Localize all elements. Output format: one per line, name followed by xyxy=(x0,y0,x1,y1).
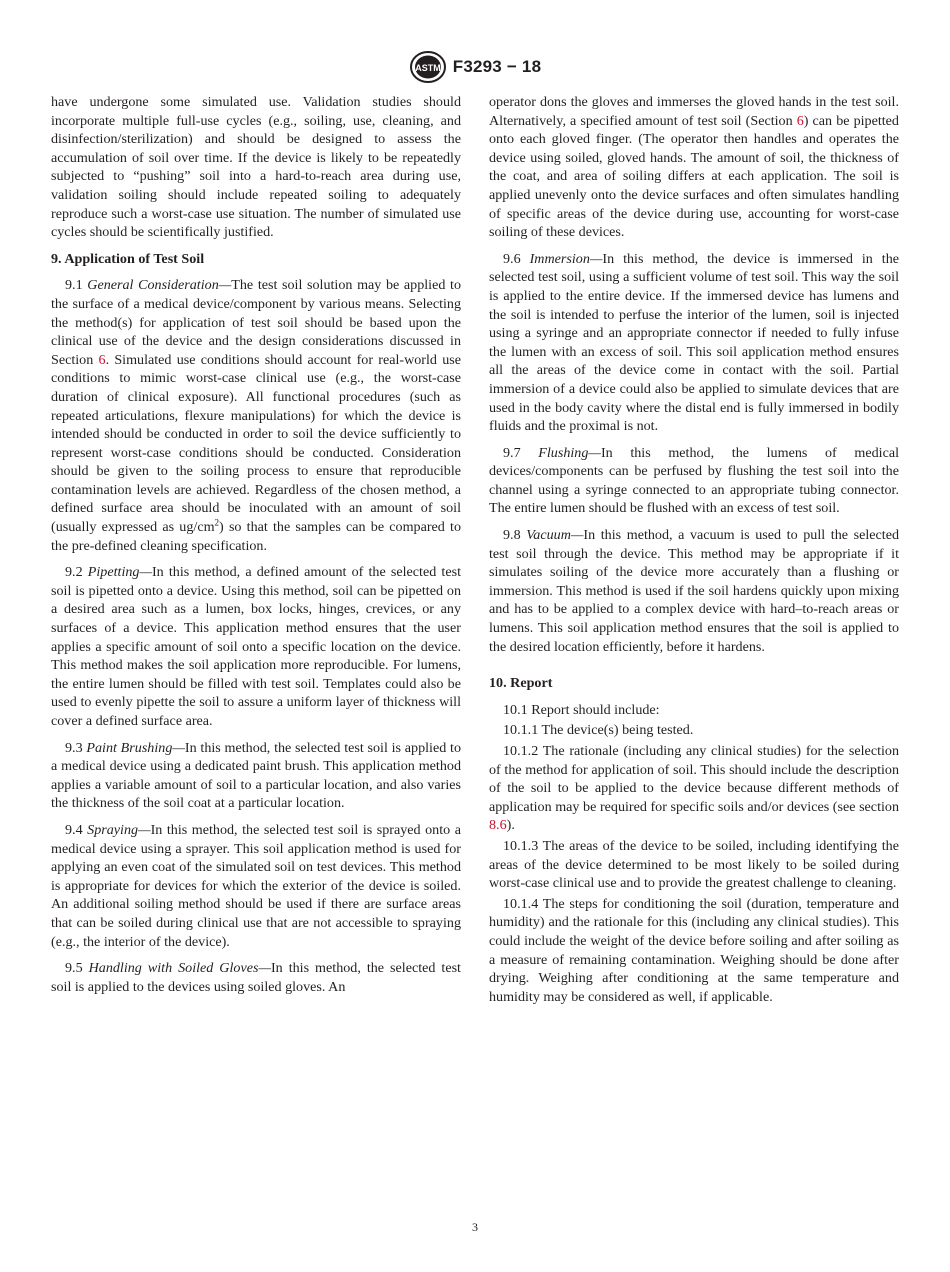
clause-9-1 xyxy=(51,276,461,555)
right-column xyxy=(489,93,899,1008)
clause-title: General Consideration— xyxy=(87,277,232,294)
clause-10-1: 10.1 Report should include: xyxy=(503,701,660,718)
clause-10-1-3: 10.1.3 The areas of the device to be soiled, including identifying the areas of the device determined to be most likely to be soiled during worst-case clinical use and to provide the greatest challenge to cleaning. xyxy=(489,837,899,892)
clause-text: In this method, the selected test soil is sprayed onto a medical device using a sprayer. This soil application method is used for applying an even coat of the simulated soil on test devices. This method is appropriate for devices for which the exterior of the device is soiled. An additional soiling method should be used if there are surface areas that can be soiled during clinical use that are not accessible to spraying (e.g., the interior of the device). xyxy=(51,821,461,950)
clause-10-1-1: 10.1.1 The device(s) being tested. xyxy=(503,722,694,739)
clause-title: Spraying— xyxy=(87,821,151,838)
clause-number: 9.1 xyxy=(65,277,83,294)
clause-text: In this method, a defined amount of the selected test soil is pipetted onto a device. Using this method, soil can be pipetted on a desired area such as a lumen, box locks, hinges, crevices, or any surfaces of a device. This application method ensures that the user applies a specific amount of soil onto a specific location on the device. This method makes the soil application more reproducible. For lumens, the entire lumen should be filled with test soil. Templates could also be used to evenly pipette the soil to assure a uniform layer of thickness will cover a defined surface area. xyxy=(51,564,461,729)
clause-title: Paint Brushing— xyxy=(86,739,185,756)
clause-text: In this method, the lumens of medical devices/components can be perfused by flushing the test soil into the channel using a syringe connected to an appropriate tubing connector. The entire lumen should be flushed with an excess of test soil. xyxy=(489,444,899,517)
clause-9-6 xyxy=(489,250,899,436)
superscript: 2 xyxy=(214,517,220,528)
clause-title: Immersion— xyxy=(529,250,603,267)
clause-text: operator dons the gloves and immerses the gloved hands in the test soil. Alternatively, a specified amount of test soil (Section xyxy=(489,94,899,129)
clause-text: In this method, the selected test soil is applied to the devices using soiled gloves. An xyxy=(51,960,461,995)
clause-9-5-continued xyxy=(489,93,899,242)
clause-9-7 xyxy=(489,444,899,518)
clause-text: In this method, a vacuum is used to pull the selected test soil through the device. This method may be appropriate if it simulates soiling of the device more accurately than a flushing or immersion. This method is used if the soil hardens quickly upon mixing and has to be applied to a complex device with hard–to-reach areas or lumens. This soil application method ensures that the soil is applied to the desired location efficiently, before it hardens. xyxy=(489,527,900,655)
clause-title: Handling with Soiled Gloves— xyxy=(88,960,271,977)
clause-number: 9.5 xyxy=(65,960,83,977)
clause-title: Flushing— xyxy=(538,444,601,461)
astm-logo-text: ASTM xyxy=(415,63,441,73)
clause-9-5 xyxy=(51,959,461,996)
clause-9-4 xyxy=(51,821,461,951)
section-8-6-link[interactable]: 8.6 xyxy=(489,817,507,834)
astm-logo-icon xyxy=(409,50,447,84)
clause-9-2 xyxy=(51,563,461,730)
page-number: 3 xyxy=(472,1220,478,1234)
clause-text: ). xyxy=(506,817,515,834)
clause-10-1-4: 10.1.4 The steps for conditioning the soil (duration, temperature and humidity) and the rationale for this (including any clinical studies). This could include the weight of the device before soiling and after soiling as a measure of remaining contamination. Weighing should be done after drying. Weighing after conditioning at the same temperature and humidity may be considered as well, if applicable. xyxy=(489,895,899,1005)
clause-number: 9.2 xyxy=(65,564,83,581)
clause-number: 9.6 xyxy=(503,250,521,267)
clause-number: 9.7 xyxy=(503,444,521,461)
clause-9-3 xyxy=(51,739,461,813)
clause-title: Pipetting— xyxy=(87,564,152,581)
clause-text: 10.1.2 The rationale (including any clinical studies) for the selection of the method for application of soil. This should include the description of the soil to be applied to the device because different methods of application may be required for specific soils and/or devices (see section xyxy=(489,743,899,815)
paragraph-continued: have undergone some simulated use. Validation studies should incorporate multiple full-use cycles (e.g., soiling, use, cleaning, and disinfection/sterilization) and should be designed to assess the accumulation of soil over time. If the device is likely to be repeatedly subjected to “pushing” soil into a hard-to-reach area during use, validation soiling should include repeated soiling to adequately reproduce such a worst-case use situation. The number of simulated use cycles should be scientifically justified. xyxy=(51,94,461,241)
clause-text: ) can be pipetted onto each gloved finger. (The operator then handles and operates the device using soiled, gloved hands. The amount of soil, the thickness of the coat, and area of soiling differs at each application. The soil is applied unevenly onto the device surfaces and often simulates handling of specific areas of the device during use, accounting for worst-case soiling of these devices. xyxy=(489,112,899,241)
left-column xyxy=(51,93,461,1004)
clause-text: In this method, the selected test soil is applied to a medical device using a dedicated paint brush. This application method applies a variable amount of soil to a particular location, and also varies the thickness of the soil coat at a particular location. xyxy=(51,739,461,812)
section-6-link[interactable]: 6 xyxy=(98,351,106,368)
clause-title: Vacuum— xyxy=(526,527,584,544)
clause-text: ) so that the samples can be compared to the pre-defined cleaning specification. xyxy=(51,519,462,554)
clause-number: 9.4 xyxy=(65,821,83,838)
page-header xyxy=(0,50,950,84)
clause-text: The test soil solution may be applied to the surface of a medical device/component by various means. Selecting the method(s) for application of test soil should be based upon the clinical use of the device and the design considerations discussed in Section xyxy=(51,277,461,368)
section-6-link[interactable]: 6 xyxy=(796,112,804,129)
standard-designation: F3293 − 18 xyxy=(452,57,542,76)
clause-number: 9.8 xyxy=(503,527,521,544)
clause-10-1-2 xyxy=(489,742,899,835)
section-10-heading: 10. Report xyxy=(489,675,553,692)
clause-number: 9.3 xyxy=(65,739,83,756)
section-9-heading: 9. Application of Test Soil xyxy=(51,250,205,267)
clause-9-8 xyxy=(489,526,899,656)
clause-text: In this method, the device is immersed in the selected test soil, using a sufficient volume of test soil. This way the soil is applied to the entire device. If the immersed device has lumens and the soil is intended to perfuse the interior of the lumen, soil is injected using a syringe and an appropriate connector if needed to fully infuse the lumen with an excess of soil. This soil application method ensures all the areas of the device come in contact with the soil. Partial immersion of a device could also be applied to simulate devices that are used in the body cavity where the distal end is fully immersed in bodily fluids and the proximal is not. xyxy=(489,250,899,435)
clause-text: . Simulated use conditions should account for real-world use conditions to mimic worst-case clinical use (e.g., the worst-case duration of clinical exposure). All functional procedures (such as repeated articulations, flexure manipulations) for which the device is intended should be conducted in order to soil the device sufficiently to represent worst-case conditions should be conducted. Consideration should be given to the soiling process to ensure that reproducible contamination levels are achieved. Regardless of the chosen method, a defined surface area should be inoculated with an amount of soil (usually expressed as ug/cm xyxy=(51,351,461,536)
